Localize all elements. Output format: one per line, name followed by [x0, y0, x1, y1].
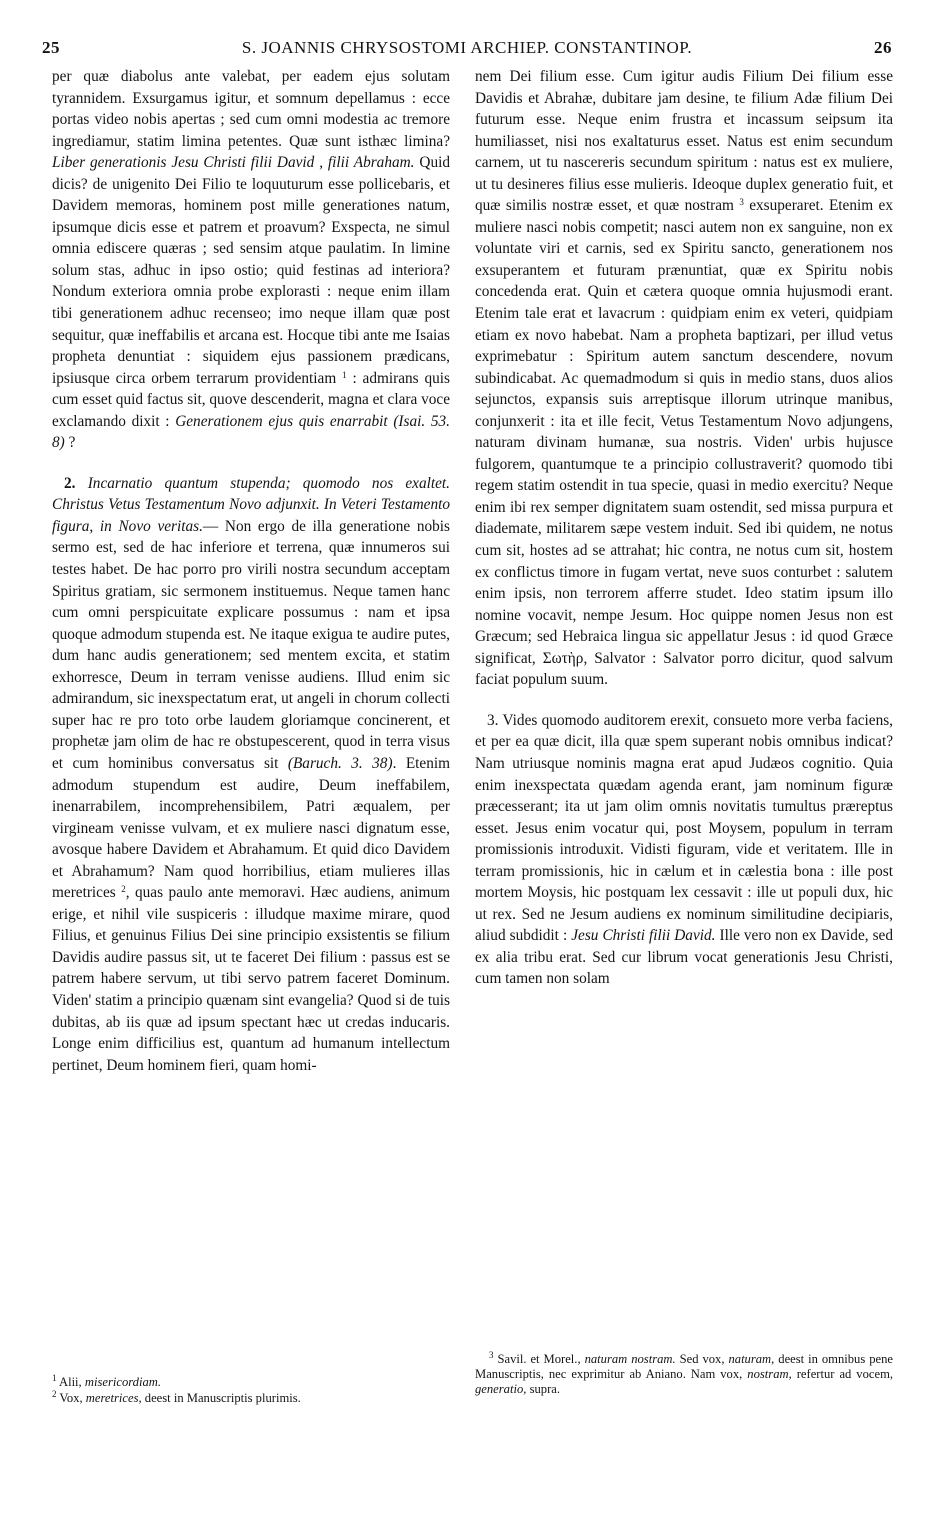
- footnote-marker: 1: [342, 369, 347, 380]
- footnote-text: Sed vox,: [679, 1352, 725, 1366]
- text-run: : admirans quis cum esset quid factus sit, quove descenderit, magna et clara voce exclamando dixit :: [52, 369, 450, 430]
- text-run: Non ergo de illa generatione nobis sermo est, sed de hac inferiore et terrena, quæ innumeros sui testes habet. De hac porro pro virili nostra secundum acceptam Spiritus gratiam, sic sermonem instituemus. Neque tamen hanc cum omni perspicuitate explicare possumus : nam et ipsa quoque admodum stupenda est. Ne itaque exigua te audire putes, dum hanc audis generationem; sed mentem excita, et statim exhorresce, Deum in terram venisse audiens. Illud enim sic admirandum, sic inexspectatum erat, ut angeli in chorum collecti super hac re pro toto orbe laudem gloriamque concinerent, et prophetæ jam olim de hac re obstupescerent, quod in terra visus et cum hominibus conversatus sit: [52, 517, 451, 772]
- footnote-italic: meretrices,: [85, 1391, 142, 1405]
- running-title: S. JOANNIS CHRYSOSTOMI ARCHIEP. CONSTANTINOP.: [241, 38, 693, 57]
- footnote-marker: 3: [739, 197, 744, 208]
- footnote-italic: naturam nostram.: [584, 1352, 676, 1366]
- left-paragraph-1: [52, 66, 450, 454]
- em-dash: —: [202, 517, 219, 535]
- section-3-paragraph: [475, 710, 893, 990]
- greek-word: Σωτὴρ: [542, 649, 584, 667]
- footnote-text: supra.: [529, 1382, 561, 1396]
- text-run: ?: [68, 434, 76, 452]
- footnote-text: deest in Manuscriptis plurimis.: [144, 1391, 301, 1405]
- section-heading: Incarnatio quantum stupenda; quomodo nos exaltet. Christus Vetus Testamentum Novo adjunxit. In Veteri Testamento figura, in Novo veritas.: [52, 474, 450, 535]
- footnote-italic: misericordiam.: [84, 1375, 162, 1389]
- text-run: per quæ diabolus ante valebat, per eadem ejus solutam tyrannidem. Exsurgamus igitur, et somnum depellamus : ecce portas video nobis apertas ; sed cum omni modestia ac tremore ingrediamur, statim limina petentes. Quæ sunt isthæc limina?: [52, 68, 450, 150]
- scripture-reference: (Baruch. 3. 38): [287, 754, 393, 772]
- footnote-number: 2: [52, 1389, 57, 1399]
- scripture-quote: Generationem ejus quis enarrabit (Isai. 53. 8): [52, 412, 450, 452]
- right-column: [475, 66, 893, 990]
- footnote-italic: naturam,: [728, 1352, 775, 1366]
- footnote-2: [52, 1390, 450, 1406]
- text-run: Ille vero non ex Davide, sed ex alia tribu erat. Sed cur librum vocat generationis Jesu Christi, cum tamen non solam: [475, 927, 893, 988]
- text-run: nem Dei filium esse. Cum igitur audis Filium Dei filium esse Davidis et Abrahæ, dubitare jam desine, te filium Adæ filium Dei futurum esse. Neque enim frustra et incassum seipsum ita humiliasset, nisi nos exaltaturus esset. Natus est enim secundum carnem, ut tu nascereris secundum spiritum : natus est ex muliere, ut tu desineres filius esse mulieris. Ideoque duplex generatio fuit, et quæ similis nostræ esset, et quæ nostram: [475, 68, 893, 215]
- text-run: exsuperaret. Etenim ex muliere nasci nobis competit; nasci autem non ex sanguine, non ex voluntate viri et carnis, sed ex Spiritu sancto, generationem nos exsuperantem et futuram prænuntiat, quæ ex Spiritu nobis concedenda erat. Quin et cætera quoque omnia hujusmodi erant. Etenim tale erat et lavacrum : quidpiam enim ex veteri, quidpiam etiam ex novo habebat. Nam a propheta baptizari, per illud vetus exprimebatur : Spiritum autem sanctum descendere, novum subindicabat. Ac quemadmodum si quis in medio stans, duos alios sejunctos, expansis suis arreptisque illorum utrinque manibus, conjunxerit : ita et ille fecit, Vetus Testamentum Novo adjungens, naturam divinam humanæ, sua nostris. Viden' urbis hujusce fulgorem, quantumque te a principio collustraverit? quomodo tibi regem statim ostendit in tua specie, quasi in medio exercitu? Neque enim ibi rex semper dignitatem suam ostendit, sed missa purpura et diademate, militarem sæpe vestem induit. Sed ibi quidem, ne notus cum sit, hostes ad se attrahat; hic contra, ne notus cum sit, hostem ex conflictus timore in fugam vertat, neve suos conturbet : salutem enim ipsis, non terrorem afferre studet. Ideo statim ipsum illo nomine vocavit, nempe Jesum. Hoc quippe nomen Jesus non est Græcum; sed Hebraica lingua sic appellatur Jesus : id quod Græce significat,: [475, 197, 893, 667]
- right-paragraph-1: [475, 66, 893, 691]
- text-run: , Salvator : Salvator porro dicitur, quod salvum faciat populum suum.: [475, 649, 894, 689]
- footnote-text: refertur ad vocem,: [796, 1367, 894, 1381]
- text-run: . Etenim admodum stupendum est audire, Deum ineffabilem, inenarrabilem, incomprehensibilem, Patri æqualem, per virgineam venisse vulvam, et ex muliere nasci dignatum esse, avosque habere Davidem et Abrahamum. Et quid dico Davidem et Abrahamum? Nam quod horribilius, etiam mulieres illas meretrices: [52, 754, 451, 902]
- footnote-marker: 2: [121, 884, 126, 895]
- section-2-paragraph: [52, 473, 450, 1076]
- footnote-number: 3: [489, 1350, 494, 1360]
- footnote-italic: generatio,: [475, 1382, 527, 1396]
- footnote-right: [475, 1352, 893, 1397]
- page-number-left: 25: [42, 38, 60, 57]
- footnote-1: [52, 1374, 450, 1390]
- footnote-text: Alii,: [58, 1375, 82, 1389]
- footnote-text: deest in omnibus pene Manuscriptis, nec exprimitur ab Aniano. Nam vox,: [475, 1352, 893, 1381]
- section-number: 2.: [64, 474, 76, 492]
- running-header: [42, 38, 892, 60]
- footnote-italic: nostram,: [747, 1367, 792, 1381]
- section-number: 3.: [487, 711, 499, 729]
- left-column: [52, 66, 450, 1076]
- page-number-right: 26: [874, 38, 892, 57]
- scripture-quote: Jesu Christi filii David.: [571, 927, 716, 945]
- footnote-number: 1: [52, 1373, 57, 1383]
- footnote-text: Vox,: [59, 1391, 83, 1405]
- text-run: Quid dicis? de unigenito Dei Filio te loquuturum esse pollicebaris, et Davidem memoras, hominem post mille generationes natum, ipsumque dicis esse et patrem et proavum? Exspecta, ne simul omnia ediscere quæras ; sed sensim atque paulatim. In limine solum stas, adhuc in ipso ostio; quid festinas ad interiora? Nondum exteriora omnia probe explorasti : neque enim illam tibi generationem adhuc recenseo; imo neque illam quæ post sequitur, quæ ineffabilis et arcana est. Hocque tibi ante me Isaias propheta denuntiat : siquidem ejus passionem prædicans, ipsiusque circa orbem terrarum providentiam: [52, 154, 450, 387]
- footnote-3: [475, 1352, 893, 1397]
- scripture-quote: Liber generationis Jesu Christi filii David , filii Abraham.: [52, 154, 415, 172]
- footnotes-left: [52, 1374, 450, 1406]
- text-run: , quas paulo ante memoravi. Hæc audiens, animum erige, et nihil vile suspiceris : illudque maxime mirare, quod Filius, et genuinus Filius Dei sine principio exsistentis se filium Davidis audire passus sit, ut te faceret Dei filium : passus est se patrem habere servum, ut tibi servo patrem faceret Dominum. Viden' statim a principio quænam sint evangelia? Quod si de tuis dubitas, ab iis quæ ad ipsum spectant hæc ut credas inducaris. Longe enim difficilius est, quantum ad humanum intellectum pertinet, Deum hominem fieri, quam homi-: [52, 884, 450, 1074]
- footnote-text: Savil. et Morel.,: [497, 1352, 581, 1366]
- text-run: Vides quomodo auditorem erexit, consueto more verba faciens, et per ea quæ dicit, illa quæ spem superant nobis omnibus indicat? Nam utriusque nominis magna erat apud Judæos cognitio. Quia enim inexspectata quædam agenda erant, jam nominum figuræ præcesserant; ita ut jam olim omnis novitatis tumultus præreptus esset. Jesus enim vocatur qui, post Moysem, populum in terram promissionis introduxit. Vidisti figuram, vide et veritatem. Ille in terram promissionis, hic in cælum et in cælestia bona : ille post mortem Moysis, hic postquam lex cessavit : ille ut populi dux, hic ut rex. Sed ne Jesum audiens ex nominum similitudine decipiaris, aliud subdidit :: [475, 711, 893, 945]
